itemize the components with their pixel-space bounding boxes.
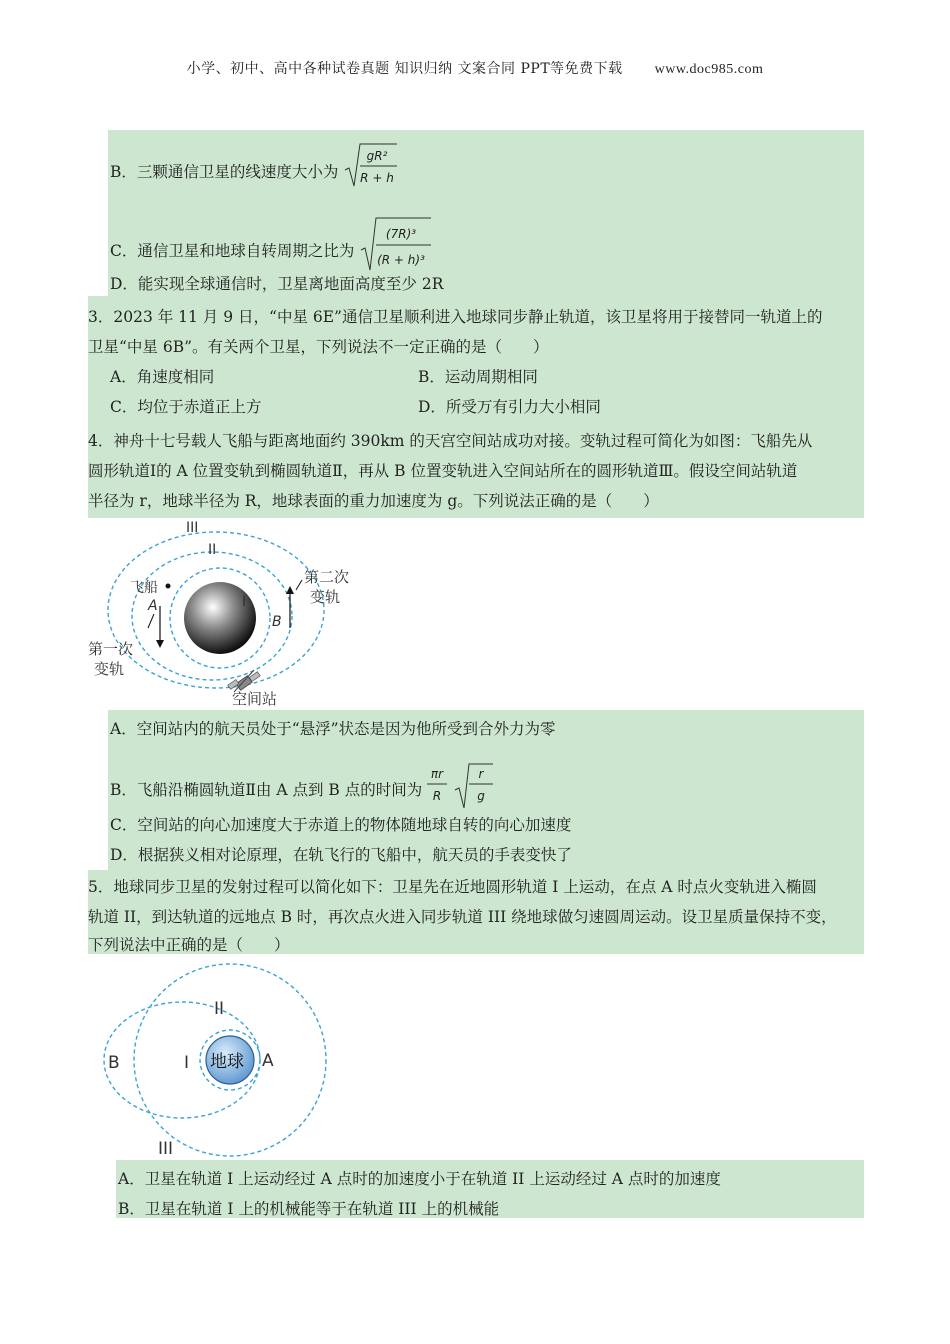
q4-stem-line-1: 4．神舟十七号载人飞船与距离地面约 390km 的天宫空间站成功对接。变轨过程可简化为如图：飞船先从 [88, 432, 813, 450]
q3-stem-line-1: 3．2023 年 11 月 9 日，“中星 6E”通信卫星顺利进入地球同步静止轨道，该卫星将用于接替同一轨道上的 [88, 308, 823, 326]
q4-option-b-text: B．飞船沿椭圆轨道Ⅱ由 A 点到 B 点的时间为 [110, 781, 423, 799]
label-b: B [108, 1053, 120, 1073]
sqrt-den: g [477, 789, 485, 803]
orbit-diagram [88, 518, 356, 708]
q3-option-d: D．所受万有引力大小相同 [418, 398, 601, 416]
q5-orbit-figure [96, 962, 328, 1160]
label-orbit-ii: II [208, 542, 217, 558]
formula-num: (7R)³ [386, 227, 417, 241]
q5-stem-line-2: 轨道 II，到达轨道的远地点 B 时，再次点火进入同步轨道 III 绕地球做匀速圆周运动。设卫星质量保持不变， [88, 908, 837, 926]
space-station-icon [228, 670, 260, 692]
q4-option-d: D．根据狭义相对论原理，在轨飞行的飞船中，航天员的手表变快了 [110, 846, 572, 864]
label-orbit-i: I [242, 594, 247, 610]
q2-option-b-text: B．三颗通信卫星的线速度大小为 [110, 163, 339, 181]
q3-stem-line-2: 卫星“中星 6B”。有关两个卫星，下列说法不一定正确的是（ ） [88, 338, 549, 356]
label-a: A [262, 1051, 274, 1071]
coef-num: πr [431, 767, 444, 781]
q5-option-a: A．卫星在轨道 I 上运动经过 A 点时的加速度小于在轨道 II 上运动经过 A 点时的加速度 [118, 1170, 721, 1188]
q2-option-c-text: C．通信卫星和地球自转周期之比为 [110, 242, 355, 260]
label-second-transfer-2: 变轨 [310, 588, 341, 606]
sqrt-sign [343, 142, 397, 190]
page-header [0, 58, 950, 78]
q5-option-b: B．卫星在轨道 I 上的机械能等于在轨道 III 上的机械能 [118, 1200, 500, 1218]
sqrt-num: r [478, 767, 484, 781]
label-earth: 地球 [210, 1052, 244, 1072]
ship-dot [166, 584, 171, 589]
label-second-transfer-1: 第二次 [304, 568, 350, 586]
q5-stem-line-3: 下列说法中正确的是（ ） [88, 936, 290, 954]
coef-den: R [432, 789, 442, 803]
q4-option-a: A．空间站内的航天员处于“悬浮”状态是因为他所受到合外力为零 [110, 720, 556, 738]
q3-option-b: B．运动周期相同 [418, 368, 538, 386]
q4-option-b [110, 764, 503, 818]
formula-den: (R + h)³ [377, 253, 426, 267]
q4-option-c: C．空间站的向心加速度大于赤道上的物体随地球自转的向心加速度 [110, 816, 572, 834]
sqrt-formula [359, 216, 431, 280]
label-orbit-iii: III [158, 1139, 174, 1159]
q4-orbit-figure [88, 518, 356, 708]
q2-option-d: D．能实现全球通信时，卫星离地面高度至少 2R [110, 275, 444, 293]
label-orbit-ii: II [214, 999, 225, 1019]
q4-stem-line-2: 圆形轨道Ⅰ的 A 位置变轨到椭圆轨道Ⅱ，再从 B 位置变轨进入空间站所在的圆形轨道Ⅲ。假设空间站轨道 [88, 462, 798, 480]
formula-svg [427, 762, 503, 810]
q2-option-b [110, 146, 397, 200]
q4-stem-line-3: 半径为 r，地球半径为 R，地球表面的重力加速度为 g。下列说法正确的是（ ） [88, 492, 659, 510]
formula-num: gR² [366, 149, 388, 163]
sqrt-formula [343, 142, 397, 196]
label-orbit-i: I [184, 1053, 190, 1073]
formula-den: R + h [360, 171, 395, 185]
q3-option-c: C．均位于赤道正上方 [110, 398, 262, 416]
earth-sphere [184, 582, 256, 654]
q3-option-a: A．角速度相同 [110, 368, 215, 386]
header-url: www.doc985.com [654, 62, 764, 77]
label-station: 空间站 [232, 690, 278, 708]
label-ship: 飞船 [130, 580, 158, 596]
label-a: A [148, 598, 158, 614]
label-b: B [272, 614, 282, 630]
time-formula [427, 762, 503, 816]
q5-stem-line-1: 5．地球同步卫星的发射过程可以简化如下：卫星先在近地圆形轨道 I 上运动，在点 A 时点火变轨进入椭圆 [88, 878, 817, 896]
sqrt-sign [359, 216, 431, 274]
label-first-transfer-2: 变轨 [94, 660, 125, 678]
label-first-transfer-1: 第一次 [88, 640, 134, 658]
label-orbit-iii: III [186, 520, 199, 536]
header-left-text: 小学、初中、高中各种试卷真题 知识归纳 文案合同 PPT等免费下载 [186, 61, 623, 77]
orbit-diagram [96, 962, 328, 1160]
